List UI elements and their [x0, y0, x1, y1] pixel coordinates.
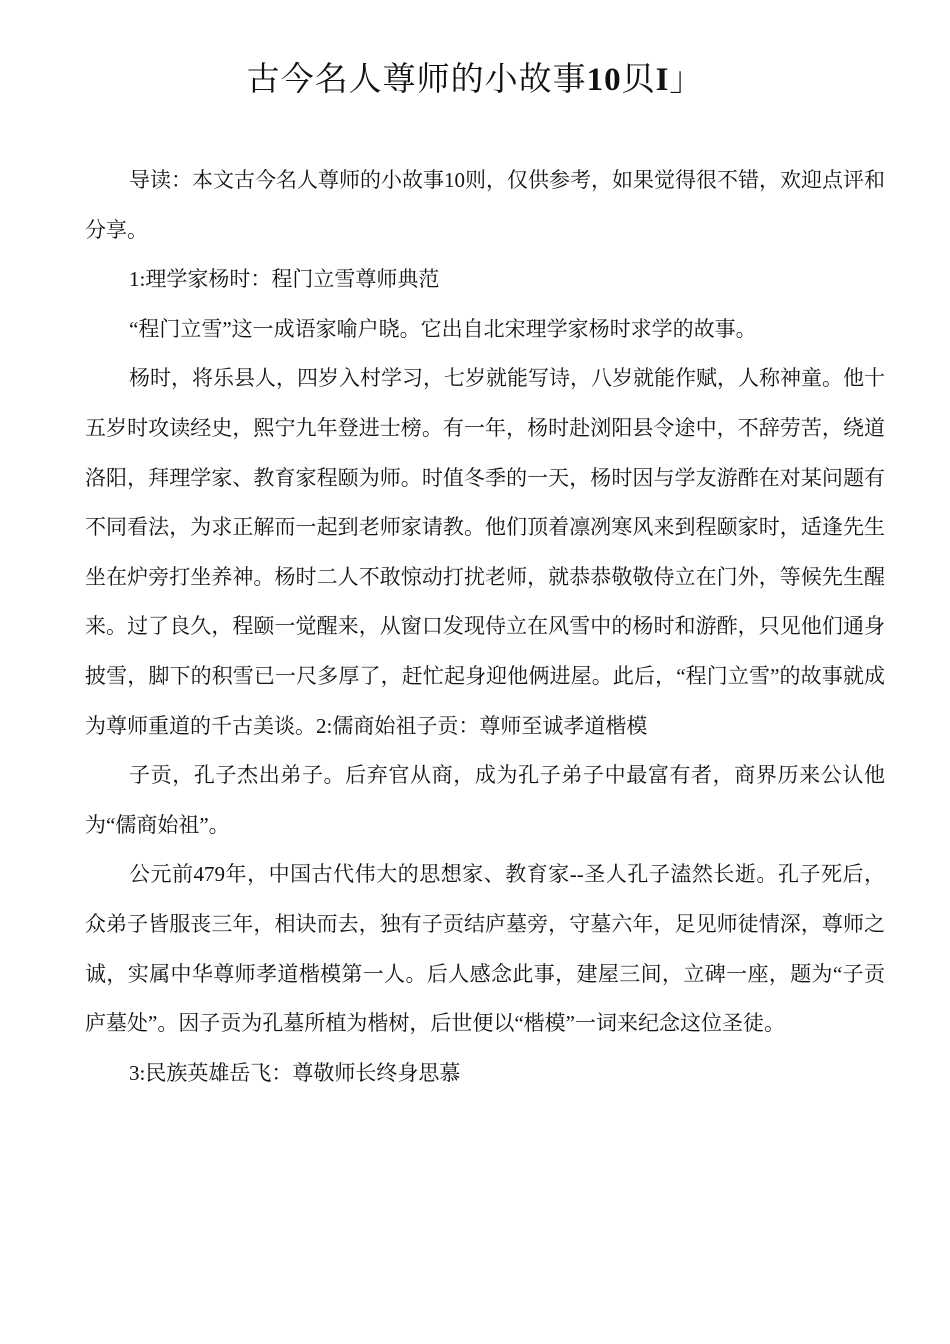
title-tail: 贝	[621, 62, 656, 98]
paragraph: “程门立雪”这一成语家喻户晓。它出自北宋理学家杨时求学的故事。	[129, 316, 757, 341]
paragraph: 杨时，将乐县人，四岁入村学习，七岁就能写诗，八岁就能作赋，人称神童。他十五岁时攻读经史，熙宁九年登进士榜。有一年，杨时赴浏阳县令途中，不辞劳苦，绕道洛阳，拜理学家、教育家程颐为师。时值冬季的一天，杨时因与学友游酢在对某问题有不同看法，为求正解而一起到老师家请教。他们顶着凛冽寒风来到程颐家时，适逢先生坐在炉旁打坐养神。杨时二人不敢惊动打扰老师，就恭恭敬敬侍立在门外，等候先生醒来。过了良久，程颐一觉醒来，从窗口发现侍立在风雪中的杨时和游酢，只见他们通身披雪，脚下的积雪已一尺多厚了，赶忙起身迎他俩进屋。此后，“程门立雪”的故事就成为尊师重道的千古美谈。2:儒商始祖子贡：尊师至诚孝道楷模	[85, 366, 885, 738]
section-heading-1: 1:理学家杨时：程门立雪尊师典范	[129, 267, 440, 292]
title-end: 」	[669, 62, 704, 98]
document-title	[0, 58, 950, 102]
title-number: 10	[586, 62, 622, 98]
paragraph: 公元前479年，中国古代伟大的思想家、教育家--圣人孔子溘然长逝。孔子死后，众弟子皆服丧三年，相诀而去，独有子贡结庐墓旁，守墓六年，足见师徒情深，尊师之诚，实属中华尊师孝道楷模第一人。后人感念此事，建屋三间，立碑一座，题为“子贡庐墓处”。因子贡为孔墓所植为楷树，后世便以“楷模”一词来纪念这位圣徒。	[85, 862, 885, 1036]
intro-paragraph: 导读：本文古今名人尊师的小故事10则，仅供参考，如果觉得很不错，欢迎点评和分享。	[85, 168, 885, 242]
section-heading-3: 3:民族英雄岳飞：尊敬师长终身思慕	[129, 1060, 461, 1085]
paragraph: 子贡，孔子杰出弟子。后弃官从商，成为孔子弟子中最富有者，商界历来公认他为“儒商始祖”。	[85, 763, 885, 837]
title-bold-tail: I	[655, 62, 670, 98]
title-main: 古今名人尊师的小故事	[246, 62, 587, 98]
document-body	[85, 156, 885, 1098]
